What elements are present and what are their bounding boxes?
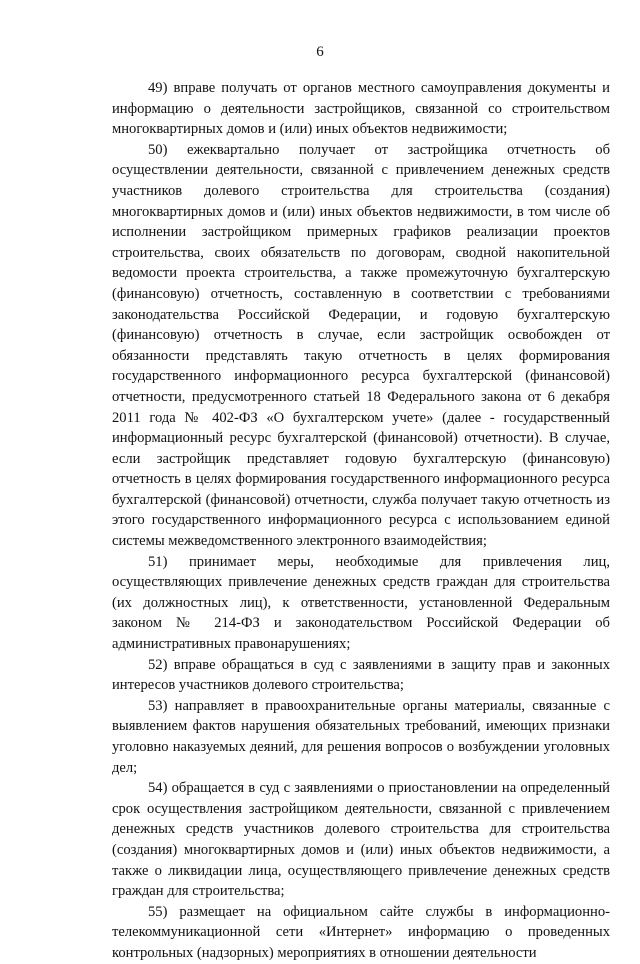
- paragraph-51: 51) принимает меры, необходимые для привлечения лиц, осуществляющих привлечение денежных средств граждан для строительства (их должностных лиц), к ответственности, установленной Федеральным законом № 214-ФЗ и законодательством Российской Федерации об административных правонарушениях;: [112, 553, 610, 653]
- paragraph-50: 50) ежеквартально получает от застройщика отчетность об осуществлении деятельности, связанной с привлечением денежных средств участников долевого строительства для строительства (создания) многоквартирных домов и (или) иных объектов недвижимости, в том числе об исполнении застройщиком примерных графиков реализации проектов строительства, своих обязательств по договорам, сводной накопительной ведомости проекта строительства, а также промежуточную бухгалтерскую (финансовую) отчетность, составленную в соответствии с требованиями законодательства Российской Федерации, и годовую бухгалтерскую (финансовую) отчетность в случае, если застройщик освобожден от обязанности представлять такую отчетность в целях формирования государственного информационного ресурса бухгалтерской (финансовой) отчетности, предусмотренного статьей 18 Федерального закона от 6 декабря 2011 года № 402-ФЗ «О бухгалтерском учете» (далее - государственный информационный ресурс бухгалтерской (финансовой) отчетности). В случае, если застройщик представляет годовую бухгалтерскую (финансовую) отчетность в целях формирования государственного информационного ресурса бухгалтерской (финансовой) отчетности, служба получает такую отчетность из этого государственного информационного ресурса с использованием единой системы межведомственного электронного взаимодействия;: [112, 141, 610, 550]
- paragraph-53: 53) направляет в правоохранительные органы материалы, связанные с выявлением фактов нарушения обязательных требований, имеющих признаки уголовно наказуемых деяний, для решения вопросов о возбуждении уголовных дел;: [112, 697, 610, 776]
- paragraph-49: 49) вправе получать от органов местного самоуправления документы и информацию о деятельности застройщиков, связанной со строительством многоквартирных домов и (или) иных объектов недвижимости;: [112, 80, 610, 138]
- page-number: 6: [316, 44, 324, 60]
- paragraph-52: 52) вправе обращаться в суд с заявлениями в защиту прав и законных интересов участников долевого строительства;: [112, 656, 610, 694]
- paragraph-55: 55) размещает на официальном сайте службы в информационно-телекоммуникационной сети «Интернет» информацию о проведенных контрольных (надзорных) мероприятиях в отношении деятельности: [112, 903, 610, 961]
- document-body: [112, 78, 610, 964]
- paragraph-54: 54) обращается в суд с заявлениями о приостановлении на определенный срок осуществления застройщиком деятельности, связанной с привлечением денежных средств участников долевого строительства для строительства (создания) многоквартирных домов и (или) иных объектов недвижимости, а также о ликвидации лица, осуществляющего привлечение денежных средств граждан для строительства;: [112, 780, 610, 900]
